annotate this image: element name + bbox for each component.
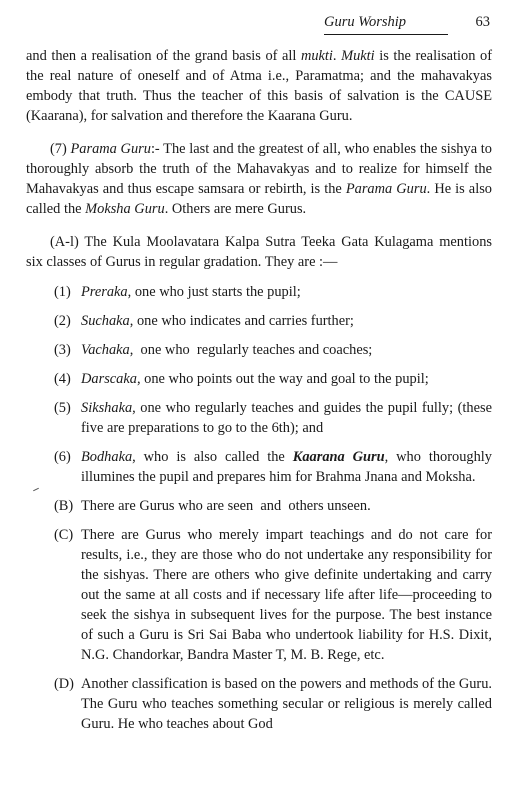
p1-text-e: is the realisation of the real nature of oneself and of Atma i.e., Paramatma; and the mahavakyas embody that truth. Thus the teacher of this basis of salvation is the CAUSE (Kaarana), for salvation and therefore the Kaarana Guru. [26, 48, 492, 124]
list-item-darscaka [26, 369, 492, 389]
p1-term-mukti: mukti [300, 48, 333, 64]
p2-term-parama-guru: Parama Guru [70, 141, 151, 157]
list-text [81, 282, 492, 302]
list-number: (1) [54, 284, 71, 300]
p2-term-moksha-guru: Moksha Guru [85, 201, 165, 217]
list-item-suchaka [26, 311, 492, 331]
running-head [324, 14, 490, 36]
paragraph-six-classes: (A-l) The Kula Moolavatara Kalpa Sutra Teeka Gata Kulagama mentions six classes of Gurus in regular gradation. They are :— [26, 234, 492, 270]
term-preraka: Preraka [81, 284, 128, 300]
running-head-rule [324, 34, 448, 35]
list-rest: , one who points out the way and goal to the pupil; [136, 371, 429, 387]
p2-text-e: . He is also called the [26, 181, 492, 217]
p2-term-parama-guru-2: Parama Guru [345, 181, 427, 197]
list-rest: , one who regularly teaches and coaches; [129, 342, 373, 358]
term-bodhaka: Bodhaka [81, 449, 133, 465]
list-number: (4) [54, 371, 71, 387]
list-number: (6) [54, 449, 71, 465]
list-rest: , one who regularly teaches and guides the pupil fully; (these five are preparations to go to the 6th); and [81, 400, 492, 436]
p2-number: (7) [50, 141, 71, 157]
section-letter: (C) [54, 527, 74, 543]
section-text: Another classification is based on the powers and methods of the Guru. The Guru who teaches something secular or religious is merely called Guru. He who teaches about God [81, 676, 492, 732]
p1-text-a: and then a realisation of the grand basis of all [26, 48, 301, 64]
list-rest: , one who indicates and carries further; [129, 313, 354, 329]
term-kaarana-guru: Kaarana Guru [292, 449, 385, 465]
term-vachaka: Vachaka [81, 342, 130, 358]
list-item-preraka [26, 282, 492, 302]
section-powers-methods [26, 674, 492, 734]
list-item-sikshaka [26, 398, 492, 438]
section-letter: (D) [54, 676, 74, 692]
p2-text-g: . Others are mere Gurus. [164, 201, 307, 217]
list-item-vachaka [26, 340, 492, 360]
list-number: (2) [54, 313, 71, 329]
p2-text-c: :- The last and the greatest of all, who enables the sishya to thoroughly absorb the truth of the Mahavakyas and to realize for himself the Mahavakyas and thus escape samsara or rebirth, is the [26, 141, 492, 197]
list-text [81, 340, 492, 360]
term-suchaka: Suchaka [81, 313, 130, 329]
section-seen-unseen [26, 496, 492, 516]
section-text: There are Gurus who are seen and others unseen. [81, 498, 371, 514]
list-rest-a: , who is also called the [132, 449, 293, 465]
list-item-bodhaka [26, 447, 492, 487]
list-rest: , one who just starts the pupil; [127, 284, 301, 300]
page-number: 63 [475, 14, 490, 30]
list-text [81, 369, 492, 389]
list-number: (3) [54, 342, 71, 358]
list-rest-b: , who thoroughly illumines the pupil and prepares him for Brahma Jnana and Moksha. [81, 449, 493, 485]
p1-term-mukti-2: Mukti [341, 48, 375, 64]
term-sikshaka: Sikshaka [81, 400, 133, 416]
running-head-title: Guru Worship [324, 14, 407, 30]
list-text [81, 311, 492, 331]
list-text [81, 447, 492, 487]
section-responsibility [26, 525, 492, 665]
term-darscaka: Darscaka [81, 371, 137, 387]
list-number: (5) [54, 400, 71, 416]
body-text [26, 46, 492, 743]
list-text [81, 398, 492, 438]
paragraph-parama-guru [26, 139, 492, 219]
paragraph-kaarana-guru [26, 46, 492, 126]
section-text: There are Gurus who merely impart teachings and do not care for results, i.e., they are those who do not undertake any responsibility for the sishyas. There are others who give definite undertaking and carry out the same at all costs and if necessary life after life—proceeding to seek the sishya in subsequent lives for the purpose. The best instance of such a Guru is Sri Sai Baba who undertook liability for H.S. Dixit, N.G. Chandorkar, Bandra Master T, M. B. Rege, etc. [81, 527, 492, 663]
section-letter: (B) [54, 498, 74, 514]
p1-text-c: . [332, 48, 342, 64]
